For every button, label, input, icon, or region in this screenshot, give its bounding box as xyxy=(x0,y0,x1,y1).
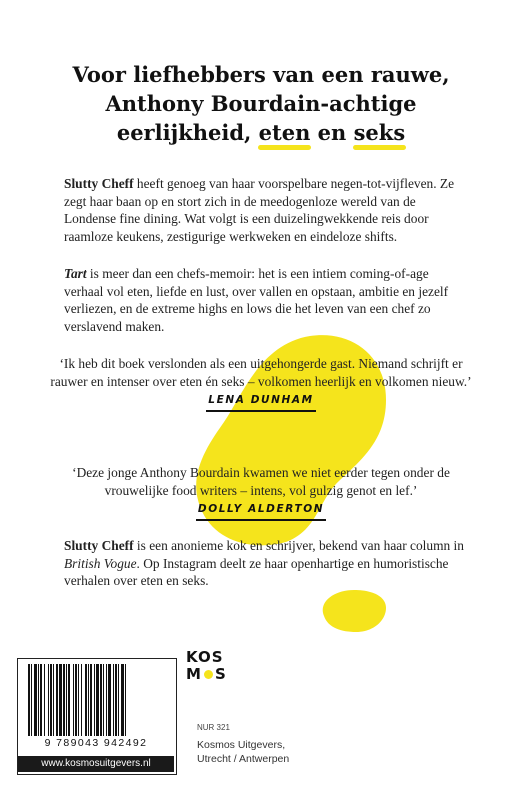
headline-line-3: eerlijkheid, eten en seks xyxy=(116,120,406,145)
publisher-name: Kosmos Uitgevers, xyxy=(197,739,286,751)
quote-lena-dunham xyxy=(50,355,472,410)
isbn-digits: 9 789043 942492 xyxy=(44,737,148,749)
headline xyxy=(0,60,522,147)
quote-text: ‘Ik heb dit boek verslonden als een uitgehongerde gast. Niemand schrijft er rauwer en intenser over eten én seks – volkomen heerlijk en volkomen nieuw.’ xyxy=(50,356,472,389)
publisher-city: Utrecht / Antwerpen xyxy=(197,753,290,765)
quote-text: ‘Deze jonge Anthony Bourdain kwamen we niet eerder tegen onder de vrouwelijke food writers – intens, vol gulzig genot en lef.’ xyxy=(72,465,450,498)
headline-line-2: Anthony Bourdain-achtige xyxy=(105,91,417,116)
nur-code: NUR 321 xyxy=(197,723,230,732)
kosmos-logo: KOS M S xyxy=(186,648,227,683)
magazine-name: British Vogue xyxy=(64,555,137,571)
headline-word-eten: eten xyxy=(258,120,311,145)
quote-dolly-alderton xyxy=(50,464,472,519)
author-name: Slutty Cheff xyxy=(64,176,134,191)
signature-lena-dunham: LENA DUNHAM xyxy=(208,392,313,410)
headline-word-eerlijkheid: eerlijkheid xyxy=(116,120,245,145)
blurb-paragraph-author: Slutty Cheff is een anonieme kok en schrijver, bekend van haar column in British Vogue. Op Instagram deelt ze haar openhartige en humoristische verhalen over eten en seks. xyxy=(64,538,464,589)
yellow-blob-small xyxy=(314,586,390,634)
headline-line-1: Voor liefhebbers van een rauwe, xyxy=(72,62,450,87)
blurb-paragraph-1: Slutty Cheff heeft genoeg van haar voorspelbare negen-tot-vijfleven. Ze zegt haar baan op en stort zich in de meedogenloze wereld van de Londense fine dining. Wat volgt is een duizelingwekkende reis door raamloze keukens, zestigurige werkweken en eindeloze shifts. xyxy=(64,176,455,244)
headline-word-seks: seks xyxy=(353,120,406,145)
signature-dolly-alderton: DOLLY ALDERTON xyxy=(198,501,324,519)
barcode-icon xyxy=(28,664,166,736)
publisher-info xyxy=(197,721,289,766)
blurb-paragraph-2: Tart is meer dan een chefs-memoir: het is een intiem coming-of-age verhaal vol eten, liefde en lust, over vallen en opstaan, ambitie en jezelf verliezen, en de extreme highs en lows die het leven van een chef zo verslavend maken. xyxy=(64,266,449,334)
publisher-url: www.kosmosuitgevers.nl xyxy=(18,756,174,772)
logo-dot-icon xyxy=(204,670,213,679)
book-title: Tart xyxy=(64,266,87,281)
author-name: Slutty Cheff xyxy=(64,538,134,553)
